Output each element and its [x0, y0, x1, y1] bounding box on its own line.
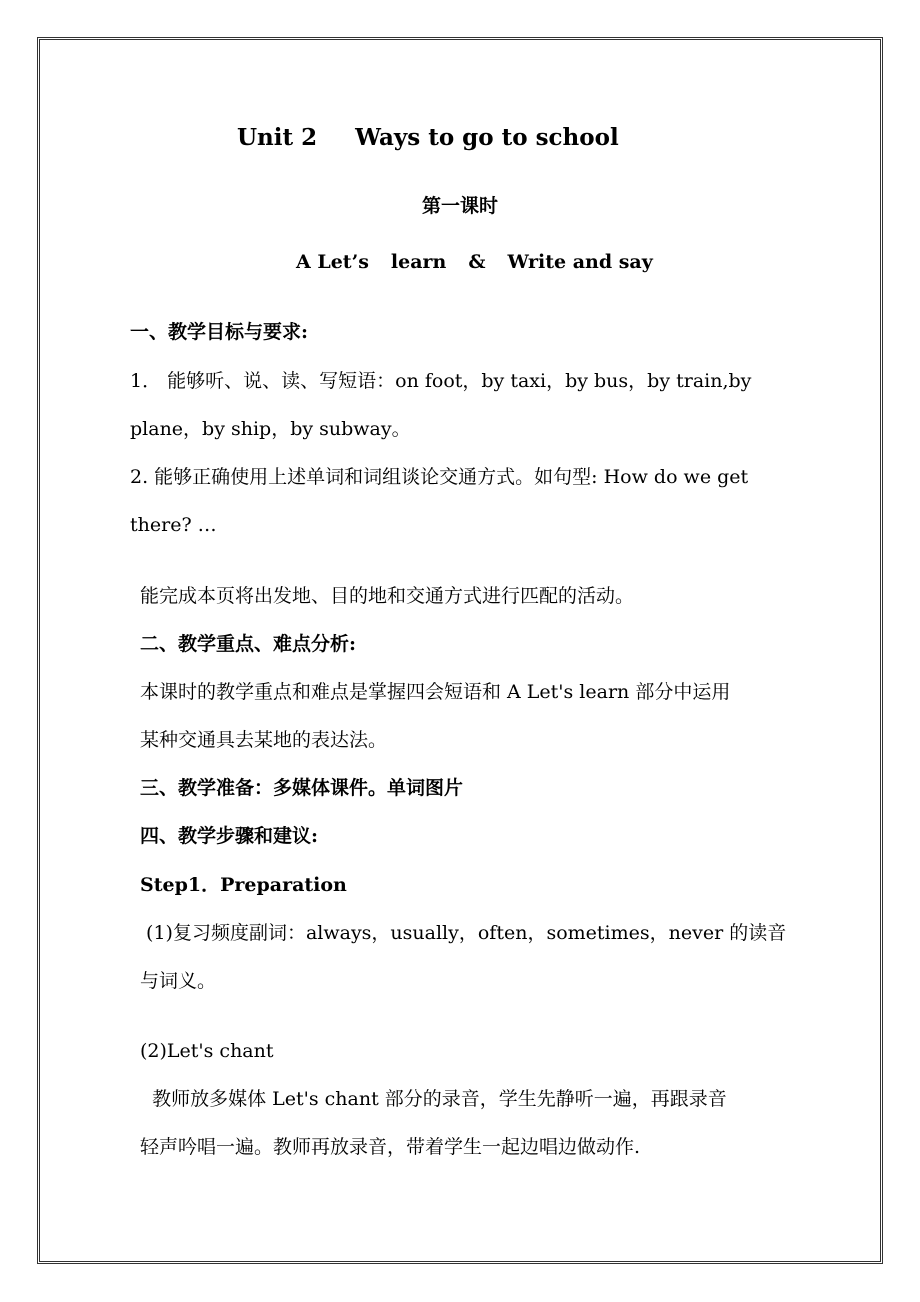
section1-item3: 能完成本页将出发地、目的地和交通方式进行匹配的活动。	[140, 585, 635, 607]
subtitle-part-learn: learn	[390, 251, 447, 273]
lesson-heading	[0, 194, 920, 218]
section1-heading: 一、教学目标与要求:	[130, 321, 309, 343]
unit-title	[237, 124, 619, 152]
subtitle-part-lets: A Let’s	[296, 251, 369, 273]
section2-line2: 某种交通具去某地的表达法。	[140, 729, 388, 751]
subtitle-ampersand: &	[468, 251, 486, 273]
subtitle-part-write: Write and say	[507, 251, 653, 273]
step1-para1-line2: 与词义。	[140, 970, 217, 992]
section4-heading: 四、教学步骤和建议:	[140, 825, 319, 847]
unit-name: Ways to go to school	[355, 124, 619, 151]
lesson-label: 第一课时	[421, 195, 498, 217]
step1-para2-line1: 教师放多媒体 Let's chant 部分的录音，学生先静听一遍，再跟录音	[140, 1088, 727, 1110]
section-subtitle	[296, 250, 653, 274]
section1-item2-line1: 2. 能够正确使用上述单词和词组谈论交通方式。如句型: How do we get	[130, 466, 749, 488]
step1-para1-line1: (1)复习频度副词：always，usually，often，sometimes，never 的读音	[140, 922, 787, 944]
step1-para2-line2: 轻声吟唱一遍。教师再放录音，带着学生一起边唱边做动作.	[140, 1136, 641, 1158]
section1-item1-line2: plane，by ship，by subway。	[130, 418, 411, 440]
section3-heading: 三、教学准备：多媒体课件。单词图片	[140, 777, 464, 799]
section2-heading: 二、教学重点、难点分析:	[140, 633, 357, 655]
section1-item1-line1: 1． 能够听、说、读、写短语：on foot，by taxi，by bus，by train,by	[130, 370, 752, 392]
step1-para2-heading: (2)Let's chant	[140, 1040, 274, 1062]
step1-heading: Step1．Preparation	[140, 874, 347, 896]
section1-item2-line2: there? …	[130, 514, 217, 536]
unit-number: Unit 2	[237, 124, 318, 151]
section2-line1: 本课时的教学重点和难点是掌握四会短语和 A Let's learn 部分中运用	[140, 681, 731, 703]
